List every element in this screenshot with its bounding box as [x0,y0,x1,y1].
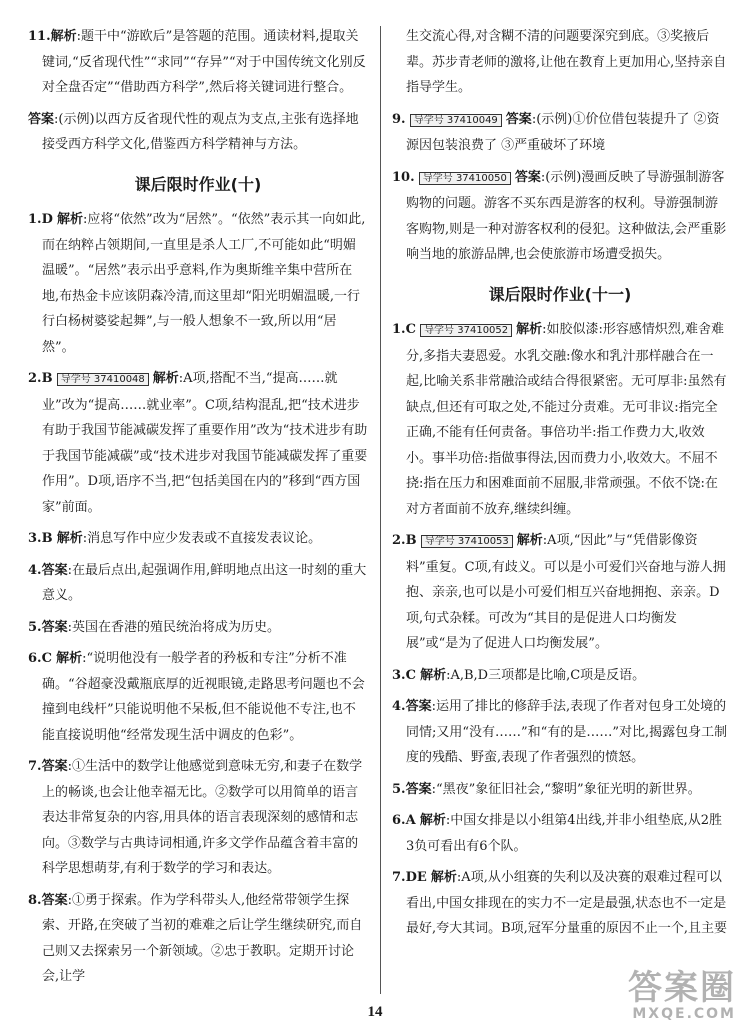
analysis-label: 解析 [152,371,179,386]
question-11-answer [28,107,368,158]
question-number: 1.C [392,322,416,337]
question-number: 2.B [28,371,53,386]
continued-text: 生交流心得,对含糊不清的问题要深究到底。③奖掖后辈。苏步青老师的激将,让他在教育上更加用心,坚持亲自指导学生。 [406,29,727,95]
question-text: :消息写作中应少发表或不直接发表议论。 [82,531,322,546]
question-text: :中国女排是以小组第4出线,并非小组垫底,从2胜3负可看出有6个队。 [406,813,723,854]
question-number: 5. [392,781,406,797]
guide-code: 导学号 37410050 [419,172,511,185]
right-column [392,24,728,948]
answer-label: 答案 [41,892,68,908]
question-number: 1.D [28,212,53,227]
analysis-label: 解析 [56,651,83,666]
question-number: 2.B [392,533,417,548]
question-item [392,865,728,942]
question-text: :(示例)漫画反映了导游强制游客购物的问题。游客不买东西是游客的权利。导游强制游客购物,则是一种对游客权利的侵犯。这种做法,会严重影响当地的旅游品牌,也会使旅游市场遭受损失。 [406,169,727,262]
question-11 [28,24,368,101]
section-heading-10: 课后限时作业(十) [134,174,262,194]
left-column [28,24,368,996]
analysis-label: 解析 [430,870,457,885]
question-text: :A项,从小组赛的失利以及决赛的艰难过程可以看出,中国女排现在的实力不一定是最强,状态也不一定是最好,夸大其词。B项,冠军分量重的原因不止一个,且主要 [406,870,727,936]
question-text: :如胶似漆:形容感情炽烈,难舍难分,多指夫妻恩爱。水乳交融:像水和乳汁那样融合在一起,比喻关系非常融洽或结合得很紧密。无可厚非:虽然有缺点,但还有可取之处,不能过分责难。无可非议:指完全正确,不能有任何责备。事倍功半:指工作费力大,收效小。事半功倍:指做事得法,因而费力小,收效大。不屈不挠:指在压力和困难面前不屈服,非常顽强。不依不饶:在对方者面前不放弃,继续纠缠。 [406,322,727,517]
question-number: 9. [392,111,406,127]
answer-label: 答案 [41,619,68,635]
question-number: 3.B [28,531,53,546]
section-heading-11: 课后限时作业(十一) [488,284,632,304]
question-text: :①勇于探索。作为学科带头人,他经常带领学生探索、开路,在突破了当初的难难之后让学生继续研究,而自己则又去探索另一个新领域。②忠于教职。定期开讨论会,让学 [42,892,363,984]
question-number: 7.DE [392,870,427,885]
analysis-label: 解析 [50,29,77,44]
question-number: 10. [392,169,415,185]
question-number: 4. [28,562,42,578]
question-item [28,615,368,641]
question-text: :A项,搭配不当,“提高……就业”改为“提高……就业率”。C项,结构混乱,把“技术进步有助于我国节能减碳发挥了重要作用”改为“技术进步有助于我国节能减碳”或“技术进步对我国节能减碳发挥了重要作用”。D项,语序不当,把“包括美国在内的”移到“西方国家”前面。 [42,371,368,515]
guide-code: 导学号 37410052 [420,324,512,337]
question-item [28,526,368,552]
question-number: 4. [392,699,406,714]
question-number: 6.A [392,813,416,828]
question-text: :应将“依然”改为“居然”。“依然”表示其一向如此,而在纳粹占领期间,一直里是杀人工厂,不可能如此“明媚温暖”。“居然”表示出乎意料,作为奥斯维辛集中营所在地,布热金卡应该阴森冷清,而这里却“阳光明媚温暖,一行行白杨树婆娑起舞”,与一般人想象不一致,所以用“居然”。 [42,212,366,355]
question-item [392,663,728,689]
answer-label: 答案 [505,111,532,127]
analysis-label: 解析 [516,322,543,337]
watermark-url: MXQE.COM [632,1006,736,1022]
question-text: :①生活中的数学让他感觉到意味无穷,和妻子在数学上的畅谈,也会让他幸福无比。②数学可以用简单的语言表达非常复杂的内容,用具体的语言表现深刻的感情和志向。③数学与古典诗词相通,许多文学作品蕴含着丰富的科学思想萌芽,有利于数学的学习和表达。 [42,759,363,876]
answer-label: 答案 [41,562,68,578]
analysis-label: 解析 [420,667,447,683]
question-text: :A项,“因此”与“凭借影像资料”重复。C项,有歧义。可以是小可爱们兴奋地与游人拥抱、亲亲,也可以是小可爱们相互兴奋地拥抱、亲亲。D项,句式杂糅。可改为“其目的是促进人口均衡发展”或“是为了促进人口均衡发展”。 [406,533,726,651]
question-item [392,165,728,268]
question-item [28,646,368,748]
question-item [392,808,728,859]
analysis-label: 解析 [516,533,543,548]
answer-label: 答案 [41,759,68,774]
column-divider [380,26,381,994]
guide-code: 导学号 37410049 [410,114,502,127]
analysis-label: 解析 [57,212,84,227]
question-item [392,694,728,771]
question-number: 8. [28,892,42,908]
question-text: :在最后点出,起强调作用,鲜明地点出这一时刻的重大意义。 [42,562,367,603]
page-number: 14 [367,1004,383,1020]
question-number: 3.C [392,667,416,683]
question-text: :“说明他没有一般学者的矜板和专注”分析不准确。“谷超豪没戴瓶底厚的近视眼镜,走路思考问题也不会撞到电线杆”只能说明他不呆板,但不能说他不专注,也不能直接说明他“经常发现生活中调皮的色彩”。 [42,651,365,743]
question-number: 11. [28,29,51,44]
question-item [28,207,368,360]
question-item [28,366,368,520]
guide-code: 导学号 37410053 [421,535,513,548]
question-item [392,528,728,657]
answer-label: 答案 [405,699,432,714]
question-item [28,754,368,882]
question-item [28,558,368,609]
question-text: :运用了排比的修辞手法,表现了作者对包身工处境的同情;又用“没有……”和“有的是……”对比,揭露包身工制度的残酷、野蛮,表现了作者强烈的愤怒。 [406,699,728,765]
question-item [392,107,728,159]
answer-label: 答案 [405,781,432,797]
answer-label: 答案 [514,169,541,185]
answer-label: 答案 [28,111,55,127]
question-text: :(示例)①价位借包装提升了 ②资源因包装浪费了 ③严重破坏了环境 [406,111,720,153]
question-text: :英国在香港的殖民统治将成为历史。 [67,619,280,635]
watermark-logo [586,970,736,1026]
analysis-text: :题干中“游欧后”是答题的范围。通读材料,提取关键词,“反省现代性”“求同”“存异”“对于中国传统文化别反对全盘否定”“借助西方科学”,然后将关键词进行整合。 [42,29,366,95]
question-item [28,888,368,990]
question-number: 6.C [28,651,52,666]
question-number: 5. [28,619,42,635]
watermark-text: 答案圈 [628,968,736,1008]
analysis-label: 解析 [56,531,83,546]
question-text: :“黑夜”象征旧社会,“黎明”象征光明的新世界。 [431,781,701,797]
question-item [392,317,728,522]
question-item [392,777,728,803]
answer-text: :(示例)以西方反省现代性的观点为支点,主张有选择地接受西方科学文化,借鉴西方科学精神与方法。 [42,111,359,152]
question-number: 7. [28,759,42,774]
question-text: :A,B,D三项都是比喻,C项是反语。 [446,667,646,683]
guide-code: 导学号 37410048 [57,373,149,386]
analysis-label: 解析 [419,813,446,828]
